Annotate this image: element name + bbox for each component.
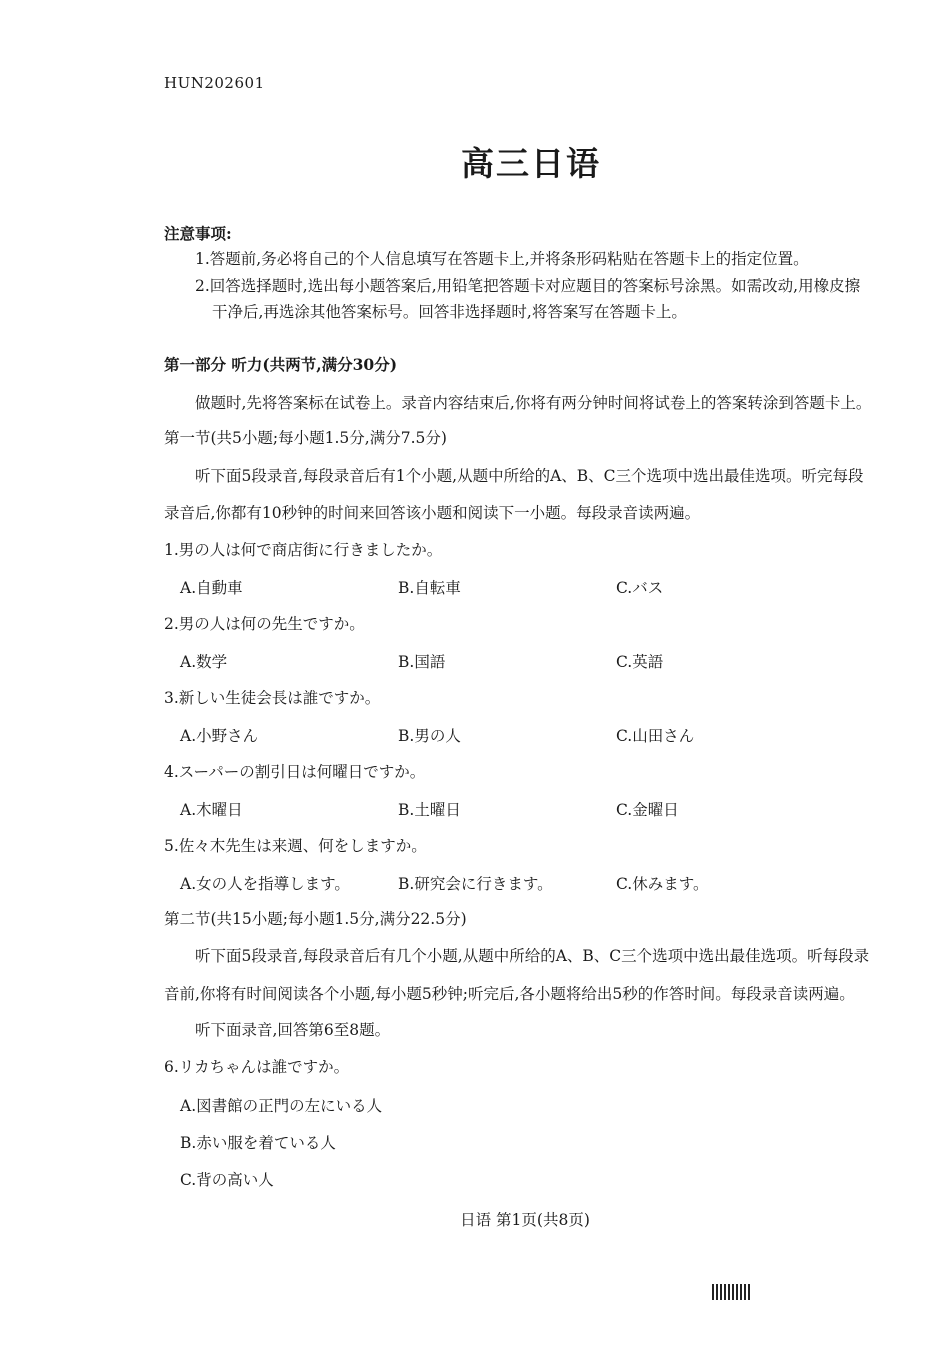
q6-option-a: A.図書館の正門の左にいる人 [180,1097,383,1115]
notice-item-2-cont: 干净后,再选涂其他答案标号。回答非选择题时,将答案写在答题卡上。 [212,303,687,321]
exam-code: HUN202601 [164,74,265,92]
section2-sub-instruction: 听下面录音,回答第6至8题。 [195,1021,391,1039]
page-footer: 日语 第1页(共8页) [460,1211,590,1229]
q5-option-a: A.女の人を指導します。 [180,875,350,893]
q4-option-a: A.木曜日 [180,801,243,819]
q5-option-c: C.休みます。 [616,875,709,893]
q4-option-c: C.金曜日 [616,801,679,819]
page-title: 高三日语 [461,144,601,183]
q2-option-a: A.数学 [180,653,228,671]
section2-instruction-line2: 音前,你将有时间阅读各个小题,每小题5秒钟;听完后,各小题将给出5秒的作答时间。每段录音读两遍。 [164,985,855,1003]
section2-instruction-line1: 听下面5段录音,每段录音后有几个小题,从题中所给的A、B、C三个选项中选出最佳选项。听每段录 [195,947,870,965]
part1-title: 第一部分 听力(共两节,满分30分) [164,355,398,374]
question-1: 1.男の人は何で商店街に行きましたか。 [164,541,443,559]
section1-instruction-line1: 听下面5段录音,每段录音后有1个小题,从题中所给的A、B、C三个选项中选出最佳选项。听完每段 [195,467,864,485]
notice-item-1: 1.答题前,务必将自己的个人信息填写在答题卡上,并将条形码粘贴在答题卡上的指定位置。 [195,250,809,268]
section2-title: 第二节(共15小题;每小题1.5分,满分22.5分) [164,910,467,928]
question-3: 3.新しい生徒会長は誰ですか。 [164,689,381,707]
q3-option-b: B.男の人 [398,727,461,745]
q3-option-c: C.山田さん [616,727,695,745]
q2-option-c: C.英語 [616,653,664,671]
q6-option-b: B.赤い服を着ている人 [180,1134,336,1152]
notice-item-2: 2.回答选择题时,选出每小题答案后,用铅笔把答题卡对应题目的答案标号涂黑。如需改动,用橡皮擦 [195,277,861,295]
q1-option-c: C.バス [616,579,664,597]
qr-code-icon [712,1284,752,1300]
notice-heading: 注意事项: [164,224,232,243]
q1-option-b: B.自転車 [398,579,461,597]
q2-option-b: B.国語 [398,653,446,671]
q3-option-a: A.小野さん [180,727,259,745]
q6-option-c: C.背の高い人 [180,1171,274,1189]
question-6: 6.リカちゃんは誰ですか。 [164,1058,350,1076]
question-2: 2.男の人は何の先生ですか。 [164,615,365,633]
q1-option-a: A.自動車 [180,579,243,597]
question-4: 4.スーパーの割引日は何曜日ですか。 [164,763,426,781]
question-5: 5.佐々木先生は来週、何をしますか。 [164,837,427,855]
q4-option-b: B.土曜日 [398,801,461,819]
part1-instruction: 做题时,先将答案标在试卷上。录音内容结束后,你将有两分钟时间将试卷上的答案转涂到答题卡上。 [195,394,872,412]
section1-instruction-line2: 录音后,你都有10秒钟的时间来回答该小题和阅读下一小题。每段录音读两遍。 [164,504,701,522]
q5-option-b: B.研究会に行きます。 [398,875,553,893]
section1-title: 第一节(共5小题;每小题1.5分,满分7.5分) [164,429,447,447]
